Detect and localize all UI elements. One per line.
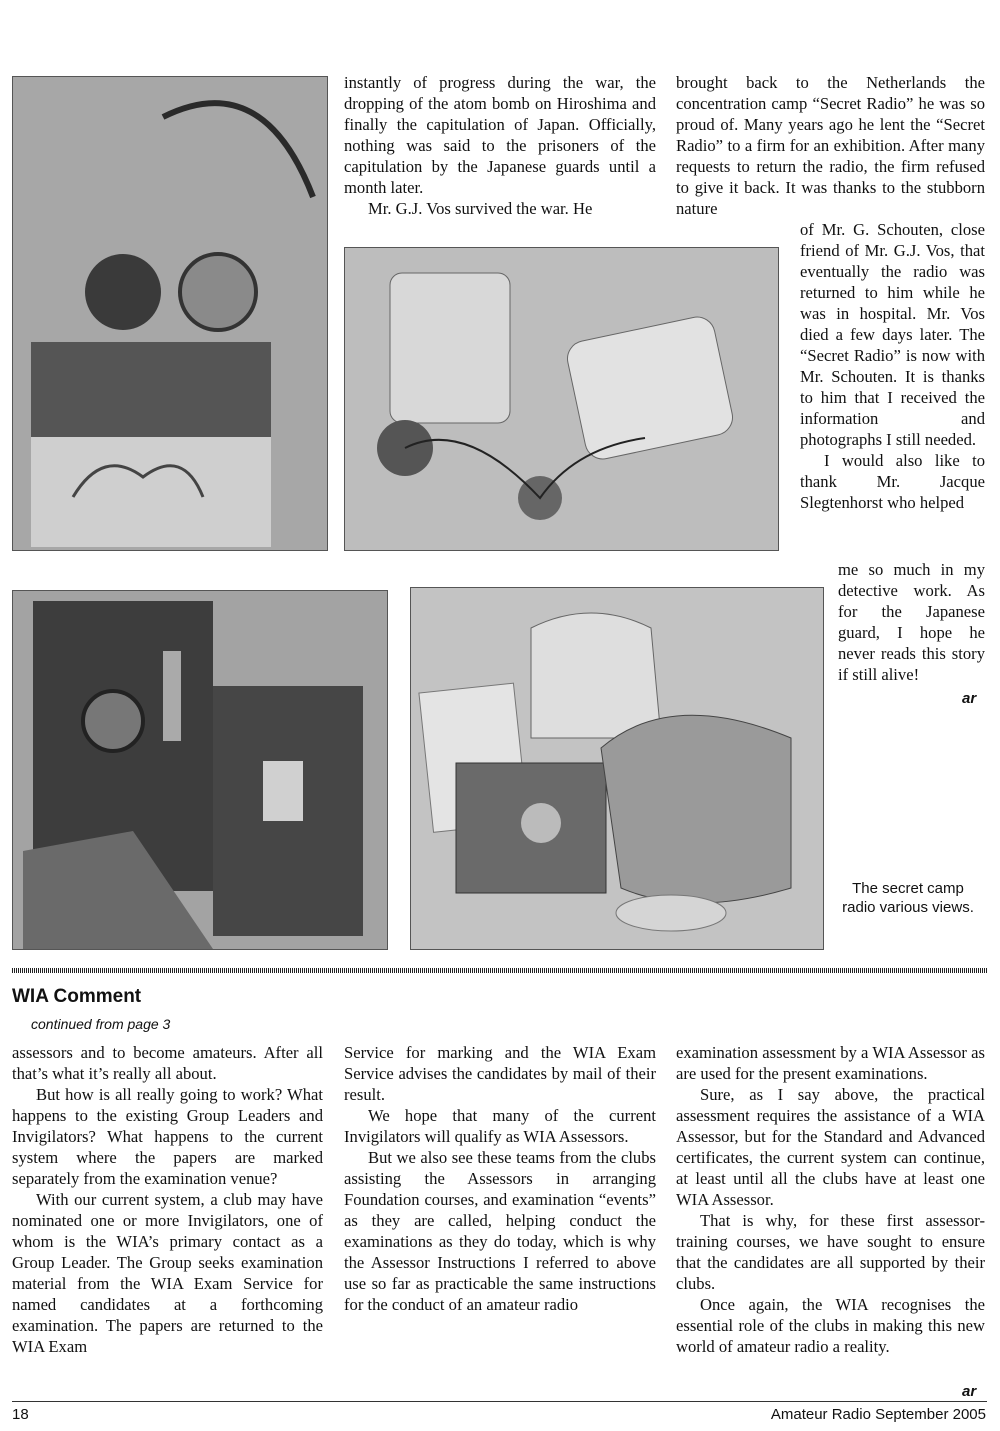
comment-end-mark: ar: [962, 1383, 977, 1400]
section-divider: [12, 968, 987, 973]
comment-paragraph: assessors and to become amateurs. After all that’s what it’s really all about.: [12, 1043, 323, 1083]
comment-column-1: [12, 1042, 323, 1357]
comment-paragraph: examination assessment by a WIA Assessor as are used for the present examinations.: [676, 1043, 985, 1083]
article-paragraph: instantly of progress during the war, the dropping of the atom bomb on Hiroshima and finally the capitulation of Japan. Officially, nothing was said to the prisoners of the capitulation by the Japanese guards until a month later.: [344, 73, 656, 197]
page-number: 18: [12, 1406, 29, 1423]
photo-radio-box-with-headphones: [12, 76, 328, 551]
comment-paragraph: But how is all really going to work? What happens to the existing Group Leaders and Invigilators? What happens to the current system where the papers are marked separately from the examination venue?: [12, 1085, 323, 1188]
comment-column-2: [344, 1042, 656, 1315]
comment-paragraph: We hope that many of the current Invigilators will qualify as WIA Assessors.: [344, 1106, 656, 1146]
footer-rule: [12, 1401, 987, 1402]
article-paragraph: Mr. G.J. Vos survived the war. He: [368, 199, 593, 218]
comment-paragraph: That is why, for these first assessor-training courses, we have sought to ensure that the candidates are all supported by their clubs.: [676, 1211, 985, 1293]
comment-paragraph: Once again, the WIA recognises the essential role of the clubs in making this new world of amateur radio a reality.: [676, 1295, 985, 1356]
continued-note: continued from page 3: [31, 1016, 171, 1032]
article-column-3-narrow: [838, 559, 985, 685]
article-end-mark: ar: [962, 690, 977, 707]
publication-name: Amateur Radio September 2005: [770, 1406, 986, 1423]
article-paragraph: of Mr. G. Schouten, close friend of Mr. G.J. Vos, that eventually the radio was returned to him while he was in hospital. Mr. Vos died a few days later. The “Secret Radio” is now with Mr. Schouten. It is thanks to him that I received the information and photographs I still needed.: [800, 220, 985, 449]
comment-column-3: [676, 1042, 985, 1357]
article-column-3-mid: [800, 219, 985, 513]
photo-radio-parts-spread: [410, 587, 824, 950]
article-paragraph: I would also like to thank Mr. Jacque Slegtenhorst who helped: [800, 451, 985, 512]
article-column-2: [344, 72, 656, 219]
article-paragraph: me so much in my detective work. As for the Japanese guard, I hope he never reads this story if still alive!: [838, 560, 985, 684]
photo-radio-internals-open: [12, 590, 388, 950]
comment-paragraph: Sure, as I say above, the practical assessment requires the assistance of a WIA Assessor, but for the Standard and Advanced certificates, the current system can continue, at least until all the clubs have at least one WIA Assessor.: [676, 1085, 985, 1209]
comment-paragraph: But we also see these teams from the clubs assisting the Assessors in arranging Foundation courses, and examination “events” as they are called, helping conduct the examinations as they do today, which is why the Assessor Instructions I referred to above use so far as practicable the same instructions for the conduct of an amateur radio: [344, 1148, 656, 1314]
section-heading: WIA Comment: [12, 986, 142, 1007]
article-paragraph: brought back to the Netherlands the concentration camp “Secret Radio” he was so proud of. Many years ago he lent the “Secret Radio” to a firm for an exhibition. After many requests to return the radio, the firm refused to give it back. It was thanks to the stubborn nature: [676, 73, 985, 218]
comment-paragraph: Service for marking and the WIA Exam Service advises the candidates by mail of their result.: [344, 1043, 656, 1104]
article-column-3-top: [676, 72, 985, 219]
comment-paragraph: With our current system, a club may have nominated one or more Invigilators, one of whom is the WIA’s primary contact as a Group Leader. The Group seeks examination material from the WIA Exam Service for named candidates at a forthcoming examination. The papers are returned to the WIA Exam: [12, 1190, 323, 1356]
photo-radio-tins-and-headphones: [344, 247, 779, 551]
photo-caption: The secret camp radio various views.: [842, 880, 974, 916]
